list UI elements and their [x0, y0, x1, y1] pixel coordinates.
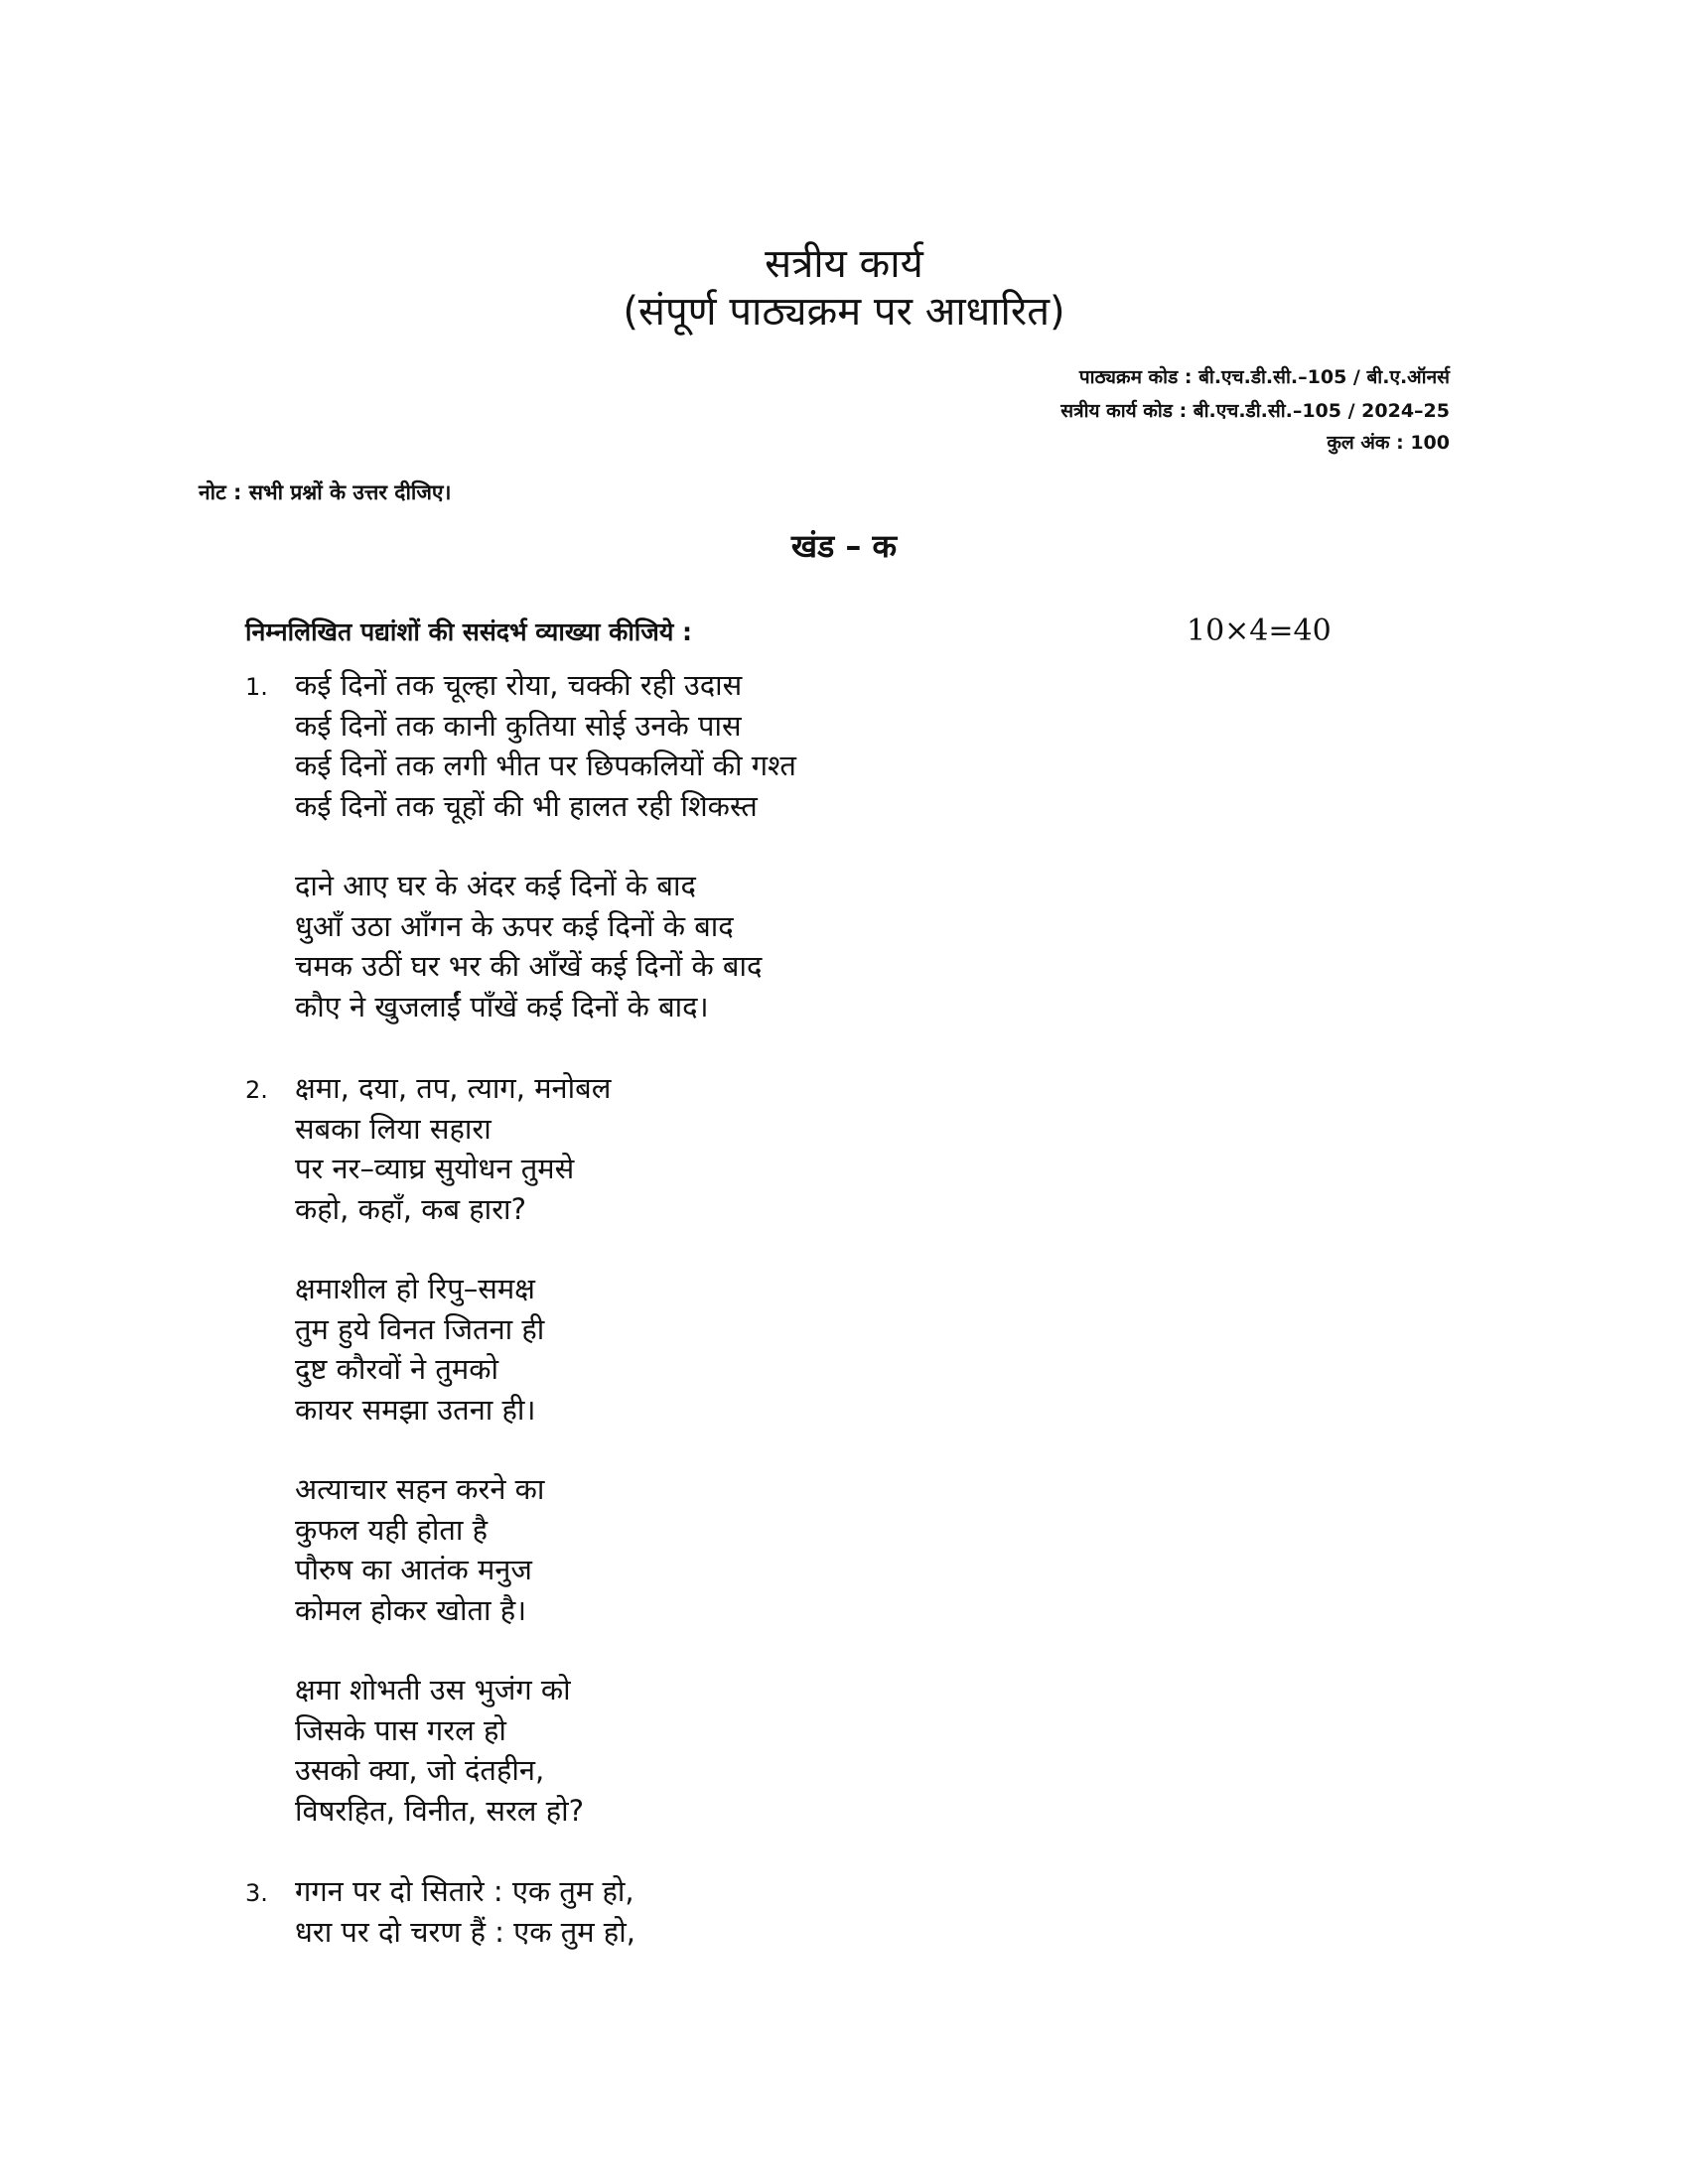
question-3-passage — [295, 1871, 635, 1952]
verse-line: सबका लिया सहारा — [295, 1111, 492, 1146]
stanza — [295, 1269, 611, 1430]
verse-line: कुफल यही होता है — [295, 1512, 489, 1547]
verse-line: कई दिनों तक चूहों की भी हालत रही शिकस्त — [295, 788, 758, 823]
page-subtitle: (संपूर्ण पाठ्यक्रम पर आधारित) — [623, 289, 1065, 335]
verse-line: चमक उठीं घर भर की आँखें कई दिनों के बाद — [295, 949, 763, 983]
note: नोट : सभी प्रश्नों के उत्तर दीजिए। — [199, 480, 452, 504]
verse-line: कोमल होकर खोता है। — [295, 1592, 527, 1627]
section-heading: खंड – क — [790, 527, 898, 565]
stanza — [295, 1068, 611, 1229]
verse-line: दाने आए घर के अंदर कई दिनों के बाद — [295, 869, 696, 902]
verse-line: कायर समझा उतना ही। — [295, 1392, 536, 1427]
verse-line: कई दिनों तक लगी भीत पर छिपकलियों की गश्त — [295, 749, 796, 782]
question-number: 3. — [245, 1879, 268, 1907]
course-code: पाठ्यक्रम कोड : बी.एच.डी.सी.–105 / बी.ए.ऑनर्स — [1078, 366, 1450, 388]
question-number: 2. — [245, 1076, 268, 1104]
verse-line: दुष्ट कौरवों ने तुमको — [295, 1352, 499, 1386]
verse-line: विषरहित, विनीत, सरल हो? — [295, 1793, 584, 1828]
stanza — [295, 665, 796, 826]
verse-line: तुम हुये विनत जितना ही — [295, 1311, 545, 1346]
verse-line: कहो, कहाँ, कब हारा? — [295, 1191, 526, 1226]
verse-line: पर नर–व्याघ्र सुयोधन तुमसे — [295, 1152, 575, 1185]
page-title: सत्रीय कार्य — [765, 241, 923, 287]
verse-line: कई दिनों तक कानी कुतिया सोई उनके पास — [295, 708, 742, 743]
verse-line: जिसके पास गरल हो — [295, 1712, 506, 1747]
verse-line: क्षमा, दया, तप, त्याग, मनोबल — [295, 1071, 612, 1105]
total-marks: कुल अंक : 100 — [1327, 432, 1450, 454]
stanza — [295, 1469, 611, 1630]
question-number: 1. — [245, 673, 268, 701]
verse-line: धरा पर दो चरण हैं : एक तुम हो, — [295, 1914, 635, 1949]
verse-line: धुआँ उठा आँगन के ऊपर कई दिनों के बाद — [295, 908, 734, 943]
stanza — [295, 1871, 635, 1952]
verse-line: गगन पर दो सितारे : एक तुम हो, — [295, 1874, 634, 1908]
verse-line: उसको क्या, जो दंतहीन, — [295, 1753, 545, 1787]
instruction: निम्नलिखित पद्यांशों की ससंदर्भ व्याख्या कीजिये : — [245, 617, 693, 646]
question-2-passage — [295, 1068, 611, 1831]
verse-line: कई दिनों तक चूल्हा रोया, चक्की रही उदास — [295, 668, 743, 702]
verse-line: पौरुष का आतंक मनुज — [295, 1553, 532, 1586]
assignment-code: सत्रीय कार्य कोड : बी.एच.डी.सी.–105 / 2024–25 — [1060, 400, 1450, 422]
stanza — [295, 1670, 611, 1831]
verse-line: क्षमा शोभती उस भुजंग को — [295, 1673, 571, 1706]
verse-line: अत्याचार सहन करने का — [295, 1472, 545, 1506]
marks-formula: 10×4=40 — [1187, 614, 1332, 648]
stanza — [295, 866, 796, 1026]
verse-line: क्षमाशील हो रिपु–समक्ष — [295, 1272, 535, 1305]
verse-line: कौए ने खुजलाईं पाँखें कई दिनों के बाद। — [295, 989, 709, 1024]
question-1-passage — [295, 665, 796, 1026]
